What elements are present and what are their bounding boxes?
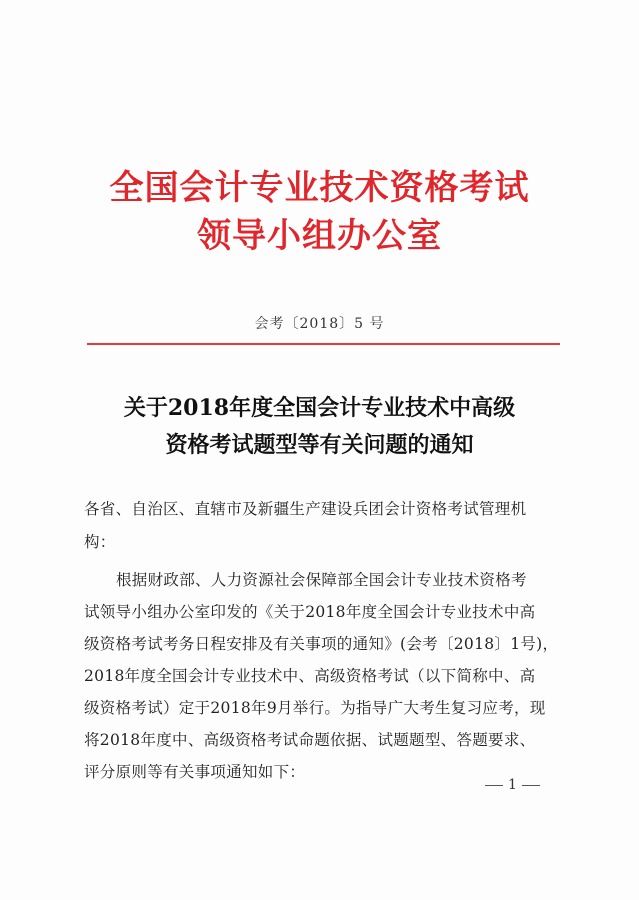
- document-number: 会考〔2018〕5 号: [254, 316, 385, 332]
- page-number: [480, 777, 545, 793]
- body-paragraph-line: 级资格考试考务日程安排及有关事项的通知》(会考〔2018〕1号)，: [84, 635, 559, 653]
- red-divider-rule: [87, 343, 560, 345]
- issuer-header-line-2: 领导小组办公室: [197, 216, 442, 256]
- body-paragraph-line: 2018年度全国会计专业技术中、高级资格考试（以下简称中、高: [84, 667, 536, 685]
- addressee-line-cont: 构：: [84, 533, 116, 551]
- notice-title-line-1: 关于2018年度全国会计专业技术中高级: [123, 395, 516, 421]
- body-paragraph-line: 根据财政部、人力资源社会保障部全国会计专业技术资格考: [116, 571, 527, 589]
- page-number-dash-left: [485, 785, 503, 786]
- body-paragraph-line: 将2018年度中、高级资格考试命题依据、试题题型、答题要求、: [84, 731, 536, 749]
- addressee-line: 各省、自治区、直辖市及新疆生产建设兵团会计资格考试管理机: [84, 500, 527, 518]
- page-number-value: 1: [508, 777, 517, 793]
- notice-title-line-2: 资格考试题型等有关问题的通知: [165, 432, 474, 458]
- body-paragraph-line: 试领导小组办公室印发的《关于2018年度全国会计专业技术中高: [84, 603, 536, 621]
- issuer-header-line-1: 全国会计专业技术资格考试: [109, 168, 530, 208]
- page-number-dash-right: [522, 785, 540, 786]
- body-paragraph-line: 评分原则等有关事项通知如下：: [84, 763, 306, 781]
- body-paragraph-line: 级资格考试）定于2018年9月举行。为指导广大考生复习应考，现: [84, 699, 546, 717]
